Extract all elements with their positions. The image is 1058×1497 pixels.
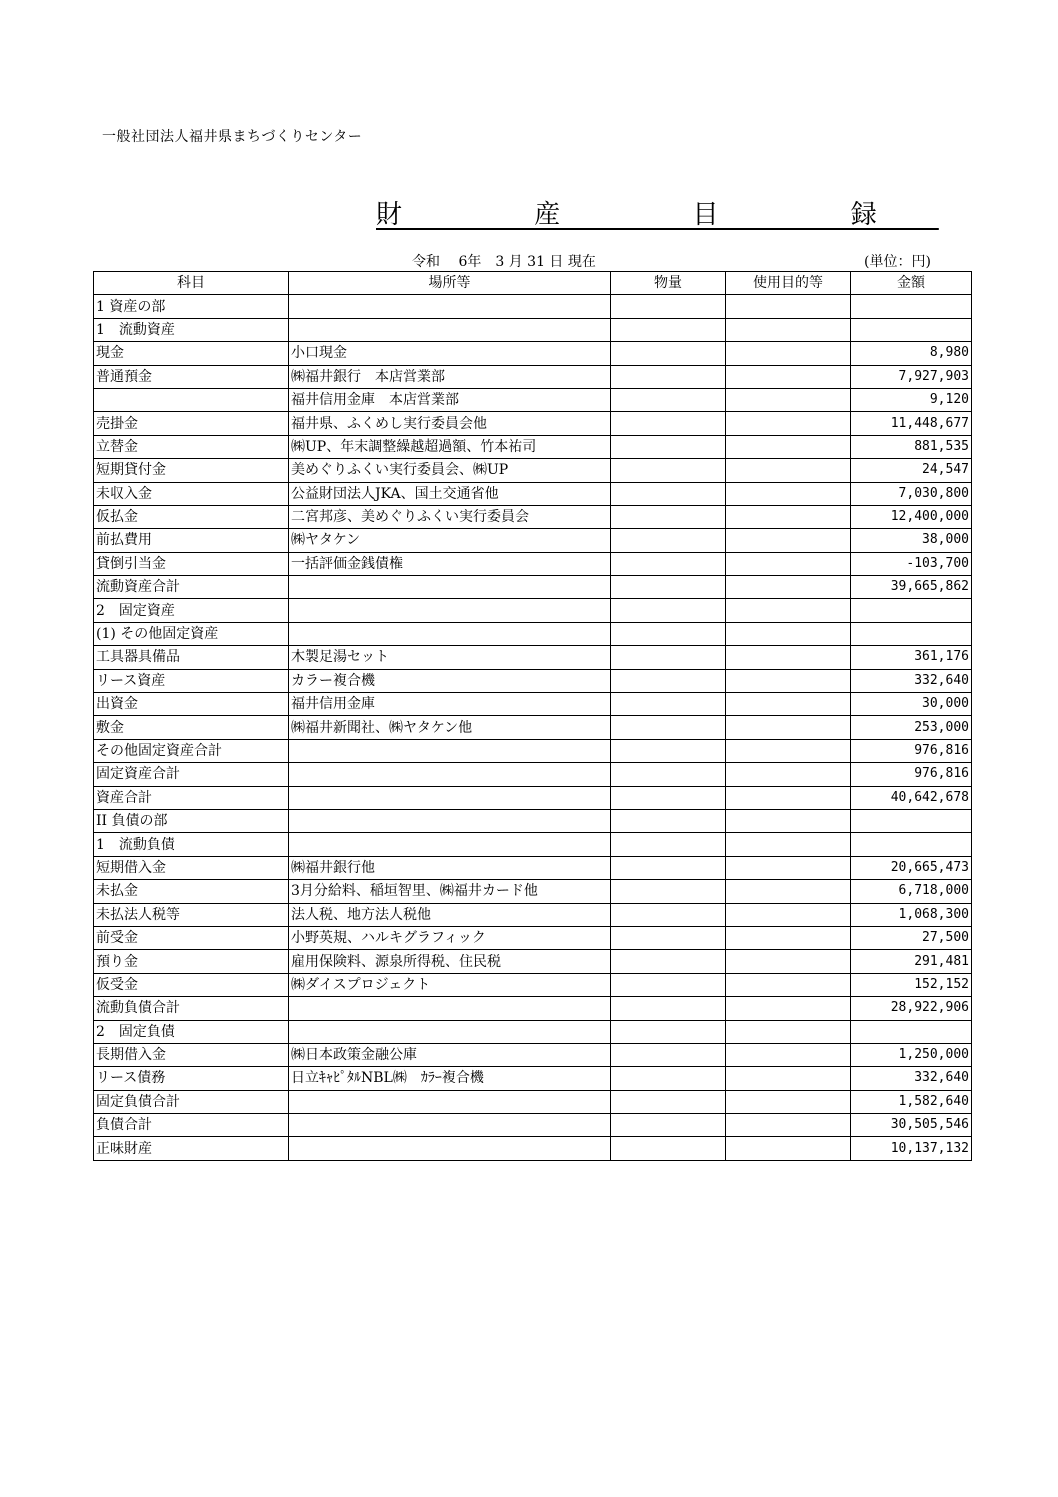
amount-cell [851,295,972,318]
table-row [94,459,972,482]
place-cell: 福井信用金庫 [289,693,611,716]
subject-cell: 固定資産合計 [94,763,289,786]
place-cell [289,809,611,832]
place-cell: ㈱福井新聞社、㈱ヤタケン他 [289,716,611,739]
header-purpose: 使用目的等 [726,272,851,295]
amount-cell: 30,505,546 [851,1114,972,1137]
purpose-cell [726,1020,851,1043]
table-row [94,529,972,552]
purpose-cell [726,1043,851,1066]
quantity-cell [611,482,726,505]
subject-cell: 前受金 [94,926,289,949]
quantity-cell [611,880,726,903]
table-row [94,622,972,645]
quantity-cell [611,1114,726,1137]
quantity-cell [611,576,726,599]
subject-cell: 前払費用 [94,529,289,552]
table-row [94,365,972,388]
quantity-cell [611,342,726,365]
table-row [94,880,972,903]
amount-cell: 6,718,000 [851,880,972,903]
table-row [94,693,972,716]
table-row [94,599,972,622]
quantity-cell [611,809,726,832]
subject-cell: 未払金 [94,880,289,903]
place-cell [289,739,611,762]
amount-cell: 39,665,862 [851,576,972,599]
subject-cell: 1 流動資産 [94,318,289,341]
subject-cell: 流動負債合計 [94,997,289,1020]
unit-label: (単位：円) [864,254,931,270]
amount-cell: 7,927,903 [851,365,972,388]
subject-cell: II 負債の部 [94,809,289,832]
subject-cell [94,388,289,411]
purpose-cell [726,365,851,388]
place-cell [289,622,611,645]
place-cell [289,997,611,1020]
quantity-cell [611,622,726,645]
place-cell: ㈱福井銀行 本店営業部 [289,365,611,388]
table-row [94,646,972,669]
subject-cell: 短期貸付金 [94,459,289,482]
quantity-cell [611,365,726,388]
place-cell: カラー複合機 [289,669,611,692]
purpose-cell [726,1114,851,1137]
amount-cell: 152,152 [851,973,972,996]
place-cell [289,786,611,809]
table-row [94,716,972,739]
purpose-cell [726,950,851,973]
table-row [94,342,972,365]
amount-cell: 8,980 [851,342,972,365]
table-row [94,950,972,973]
table-row [94,903,972,926]
purpose-cell [726,1137,851,1160]
table-row [94,1067,972,1090]
subject-cell: 未収入金 [94,482,289,505]
purpose-cell [726,716,851,739]
subject-cell: 売掛金 [94,412,289,435]
place-cell: 公益財団法人JKA、国土交通省他 [289,482,611,505]
table-row [94,833,972,856]
as-of-date: 令和 6年 3 月 31 日 現在 [412,254,596,270]
purpose-cell [726,833,851,856]
amount-cell: 881,535 [851,435,972,458]
quantity-cell [611,1020,726,1043]
purpose-cell [726,739,851,762]
table-row [94,973,972,996]
purpose-cell [726,622,851,645]
subject-cell: 長期借入金 [94,1043,289,1066]
table-row [94,763,972,786]
purpose-cell [726,1067,851,1090]
quantity-cell [611,763,726,786]
amount-cell: 291,481 [851,950,972,973]
purpose-cell [726,318,851,341]
organization-name: 一般社団法人福井県まちづくりセンター [102,129,363,145]
table-row [94,669,972,692]
purpose-cell [726,576,851,599]
quantity-cell [611,529,726,552]
quantity-cell [611,693,726,716]
subject-cell: 1 流動負債 [94,833,289,856]
place-cell: 一括評価金銭債権 [289,552,611,575]
subject-cell: 正味財産 [94,1137,289,1160]
place-cell: ㈱福井銀行他 [289,856,611,879]
place-cell: 日立ｷｬﾋﾟﾀﾙNBL㈱ ｶﾗｰ複合機 [289,1067,611,1090]
subject-cell: 現金 [94,342,289,365]
purpose-cell [726,1090,851,1113]
table-row [94,739,972,762]
purpose-cell [726,809,851,832]
table-row [94,809,972,832]
header-quantity: 物量 [611,272,726,295]
header-place: 場所等 [289,272,611,295]
amount-cell [851,318,972,341]
quantity-cell [611,856,726,879]
quantity-cell [611,669,726,692]
quantity-cell [611,1043,726,1066]
subject-cell: 2 固定負債 [94,1020,289,1043]
place-cell [289,1114,611,1137]
amount-cell: 976,816 [851,739,972,762]
amount-cell: 11,448,677 [851,412,972,435]
place-cell: ㈱ヤタケン [289,529,611,552]
table-row [94,997,972,1020]
table-row [94,318,972,341]
quantity-cell [611,1067,726,1090]
purpose-cell [726,552,851,575]
place-cell: ㈱ダイスプロジェクト [289,973,611,996]
amount-cell: 28,922,906 [851,997,972,1020]
quantity-cell [611,739,726,762]
place-cell: 福井県、ふくめし実行委員会他 [289,412,611,435]
header-amount: 金額 [851,272,972,295]
amount-cell: 24,547 [851,459,972,482]
purpose-cell [726,599,851,622]
subject-cell: 工具器具備品 [94,646,289,669]
table-row [94,856,972,879]
purpose-cell [726,926,851,949]
subject-cell: 立替金 [94,435,289,458]
purpose-cell [726,856,851,879]
subject-cell: 流動資産合計 [94,576,289,599]
subject-cell: 負債合計 [94,1114,289,1137]
amount-cell: 332,640 [851,1067,972,1090]
subject-cell: 出資金 [94,693,289,716]
place-cell: 小口現金 [289,342,611,365]
place-cell [289,1137,611,1160]
table-row [94,552,972,575]
purpose-cell [726,459,851,482]
place-cell [289,1090,611,1113]
amount-cell: 20,665,473 [851,856,972,879]
table-row [94,482,972,505]
amount-cell: 30,000 [851,693,972,716]
amount-cell: 361,176 [851,646,972,669]
amount-cell: 40,642,678 [851,786,972,809]
purpose-cell [726,482,851,505]
purpose-cell [726,646,851,669]
purpose-cell [726,435,851,458]
place-cell [289,763,611,786]
subject-cell: その他固定資産合計 [94,739,289,762]
purpose-cell [726,295,851,318]
amount-cell: 1,250,000 [851,1043,972,1066]
subject-cell: リース債務 [94,1067,289,1090]
quantity-cell [611,552,726,575]
table-body [94,295,972,1160]
purpose-cell [726,903,851,926]
table-row [94,435,972,458]
amount-cell: 9,120 [851,388,972,411]
place-cell [289,576,611,599]
quantity-cell [611,295,726,318]
subject-cell: 固定負債合計 [94,1090,289,1113]
subject-cell: リース資産 [94,669,289,692]
table-row [94,1137,972,1160]
quantity-cell [611,1137,726,1160]
amount-cell [851,809,972,832]
amount-cell [851,599,972,622]
amount-cell: 332,640 [851,669,972,692]
quantity-cell [611,997,726,1020]
purpose-cell [726,763,851,786]
purpose-cell [726,342,851,365]
place-cell: 福井信用金庫 本店営業部 [289,388,611,411]
place-cell [289,1020,611,1043]
header-subject: 科目 [94,272,289,295]
place-cell: 法人税、地方法人税他 [289,903,611,926]
place-cell: ㈱UP、年末調整繰越超過額、竹本祐司 [289,435,611,458]
table-row [94,412,972,435]
amount-cell: 10,137,132 [851,1137,972,1160]
purpose-cell [726,880,851,903]
amount-cell: 253,000 [851,716,972,739]
amount-cell: 7,030,800 [851,482,972,505]
quantity-cell [611,950,726,973]
subject-cell: 未払法人税等 [94,903,289,926]
table-row [94,1114,972,1137]
table-row [94,1020,972,1043]
amount-cell: 1,068,300 [851,903,972,926]
amount-cell [851,1020,972,1043]
quantity-cell [611,903,726,926]
purpose-cell [726,505,851,528]
table-row [94,1043,972,1066]
amount-cell: 1,582,640 [851,1090,972,1113]
property-inventory-table [93,271,972,1161]
place-cell: 美めぐりふくい実行委員会、㈱UP [289,459,611,482]
place-cell: 小野英規、ハルキグラフィック [289,926,611,949]
quantity-cell [611,412,726,435]
place-cell: ㈱日本政策金融公庫 [289,1043,611,1066]
place-cell [289,599,611,622]
table-header-row [94,272,972,295]
place-cell [289,318,611,341]
amount-cell: -103,700 [851,552,972,575]
table-row [94,926,972,949]
quantity-cell [611,833,726,856]
place-cell [289,295,611,318]
quantity-cell [611,599,726,622]
subject-cell: 貸倒引当金 [94,552,289,575]
table-row [94,786,972,809]
place-cell: 木製足湯セット [289,646,611,669]
subject-cell: 資産合計 [94,786,289,809]
quantity-cell [611,505,726,528]
place-cell: 3月分給料、稲垣智里、㈱福井カード他 [289,880,611,903]
purpose-cell [726,693,851,716]
quantity-cell [611,973,726,996]
quantity-cell [611,318,726,341]
document-title: 財 産 目 録 [376,200,939,230]
quantity-cell [611,435,726,458]
quantity-cell [611,646,726,669]
quantity-cell [611,1090,726,1113]
subject-cell: 2 固定資産 [94,599,289,622]
table-row [94,1090,972,1113]
subject-cell: 1 資産の部 [94,295,289,318]
subject-cell: 仮受金 [94,973,289,996]
amount-cell [851,833,972,856]
amount-cell: 38,000 [851,529,972,552]
purpose-cell [726,388,851,411]
purpose-cell [726,529,851,552]
table-row [94,388,972,411]
purpose-cell [726,412,851,435]
quantity-cell [611,786,726,809]
place-cell [289,833,611,856]
purpose-cell [726,973,851,996]
place-cell: 二宮邦彦、美めぐりふくい実行委員会 [289,505,611,528]
quantity-cell [611,459,726,482]
table-row [94,295,972,318]
table-row [94,576,972,599]
place-cell: 雇用保険料、源泉所得税、住民税 [289,950,611,973]
subject-cell: (1) その他固定資産 [94,622,289,645]
purpose-cell [726,997,851,1020]
quantity-cell [611,926,726,949]
amount-cell: 27,500 [851,926,972,949]
purpose-cell [726,786,851,809]
quantity-cell [611,388,726,411]
subject-cell: 普通預金 [94,365,289,388]
amount-cell: 976,816 [851,763,972,786]
subject-cell: 敷金 [94,716,289,739]
subject-cell: 仮払金 [94,505,289,528]
table-row [94,505,972,528]
amount-cell: 12,400,000 [851,505,972,528]
subject-cell: 短期借入金 [94,856,289,879]
purpose-cell [726,669,851,692]
quantity-cell [611,716,726,739]
subject-cell: 預り金 [94,950,289,973]
amount-cell [851,622,972,645]
